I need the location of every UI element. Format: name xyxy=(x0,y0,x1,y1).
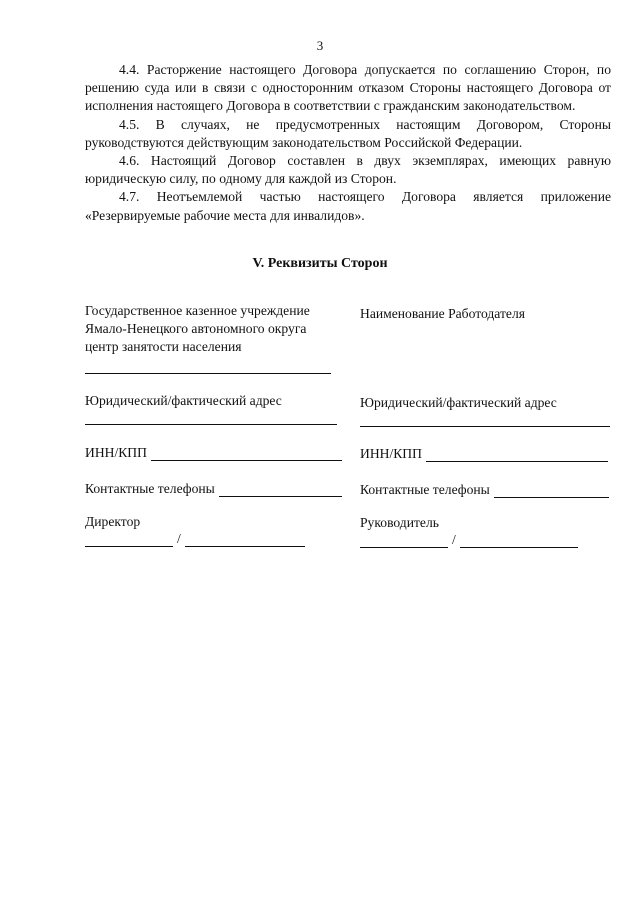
signature-slash: / xyxy=(452,532,456,547)
contract-clauses xyxy=(85,61,611,225)
right-signature-row xyxy=(360,532,612,548)
left-signature-row xyxy=(85,531,340,547)
left-signer-label: Директор xyxy=(85,514,141,529)
left-phones-field[interactable] xyxy=(219,482,342,497)
right-inn-label: ИНН/КПП xyxy=(360,446,422,461)
right-address-label: Юридический/фактический адрес xyxy=(360,395,557,410)
right-address-field[interactable] xyxy=(360,426,610,427)
right-inn-row xyxy=(360,446,608,462)
left-address-label: Юридический/фактический адрес xyxy=(85,393,282,408)
right-signer-name-field[interactable] xyxy=(460,533,578,548)
right-party-name-label: Наименование Работодателя xyxy=(360,306,525,321)
left-party-name-line: Государственное казенное учреждение xyxy=(85,303,310,318)
left-signer-name-field[interactable] xyxy=(185,532,305,547)
left-phones-label: Контактные телефоны xyxy=(85,481,215,496)
section-title: V. Реквизиты Сторон xyxy=(252,256,388,271)
right-phones-label: Контактные телефоны xyxy=(360,482,490,497)
clause-4-4: 4.4. Расторжение настоящего Договора допускается по соглашению Сторон, по решению суда или в связи с односторонним отказом Стороны настоящего Договора от исполнения настоящего Договора в соответствии с гражданским законодательством. xyxy=(85,62,611,114)
left-party-name xyxy=(85,302,340,356)
right-phones-row xyxy=(360,482,609,498)
clause-4-5: 4.5. В случаях, не предусмотренных настоящим Договором, Стороны руководствуются действующим законодательством Российской Федерации. xyxy=(85,116,611,150)
left-inn-row xyxy=(85,445,342,461)
left-address-field[interactable] xyxy=(85,424,337,425)
right-inn-field[interactable] xyxy=(426,447,608,462)
left-party-name-line: Ямало-Ненецкого автономного округа xyxy=(85,321,307,336)
left-phones-row xyxy=(85,481,342,497)
left-signature-field[interactable] xyxy=(85,532,173,547)
clause-4-6: 4.6. Настоящий Договор составлен в двух экземплярах, имеющих равную юридическую силу, по одному для каждой из Сторон. xyxy=(85,153,611,187)
right-signature-field[interactable] xyxy=(360,533,448,548)
left-party-name-line: центр занятости населения xyxy=(85,339,242,354)
left-inn-field[interactable] xyxy=(151,446,342,461)
right-signer-label: Руководитель xyxy=(360,515,439,530)
right-phones-field[interactable] xyxy=(494,483,609,498)
page-number: 3 xyxy=(316,38,324,53)
left-inn-label: ИНН/КПП xyxy=(85,445,147,460)
left-party-name-line-blank[interactable] xyxy=(85,373,331,374)
clause-4-7: 4.7. Неотъемлемой частью настоящего Договора является приложение «Резервируемые рабочие места для инвалидов». xyxy=(85,189,611,223)
signature-slash: / xyxy=(177,531,181,546)
